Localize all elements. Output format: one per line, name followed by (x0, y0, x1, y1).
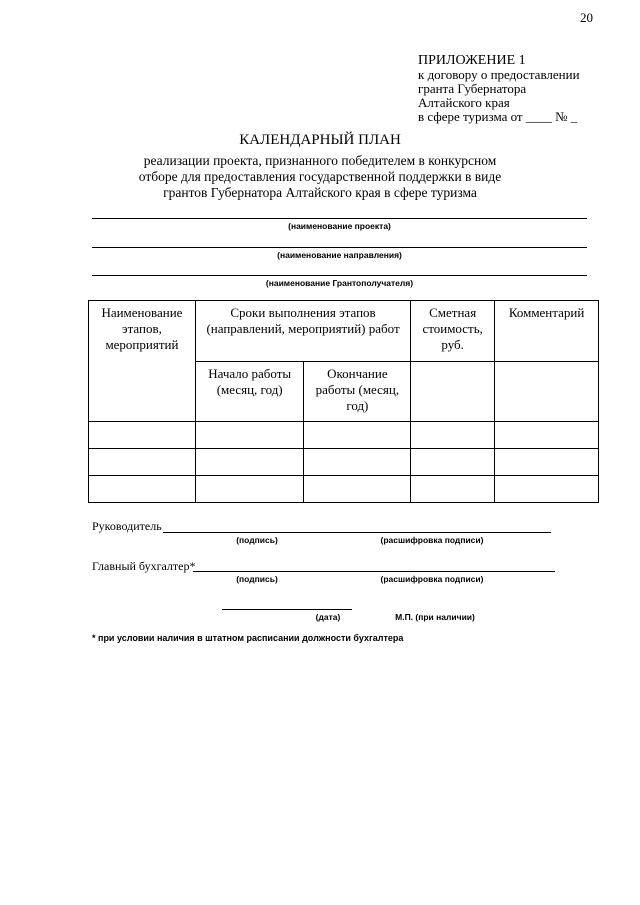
date-line[interactable] (222, 609, 352, 610)
grantee-name-caption: (наименование Грантополучателя) (265, 278, 414, 288)
table-cell[interactable] (89, 422, 196, 449)
signature-caption: (подпись) (236, 574, 278, 584)
header-stage-name: Наименование этапов, мероприятий (89, 301, 196, 422)
appendix-title: ПРИЛОЖЕНИЕ 1 (418, 53, 526, 68)
page-number: 20 (580, 10, 593, 25)
table-cell[interactable] (304, 449, 411, 476)
table-row (89, 422, 599, 449)
stamp-caption: М.П. (при наличии) (395, 612, 475, 622)
table-cell[interactable] (495, 476, 599, 503)
appendix-line: к договору о предоставлении (418, 67, 580, 82)
table-cell[interactable] (195, 449, 304, 476)
head-signature-line[interactable] (163, 532, 551, 533)
table-cell[interactable] (495, 422, 599, 449)
header-cost: Сметная стоимость, руб. (411, 301, 495, 362)
document-title: КАЛЕНДАРНЫЙ ПЛАН (239, 132, 401, 148)
table-cell[interactable] (495, 449, 599, 476)
plan-table (88, 300, 599, 503)
table-cell[interactable] (89, 476, 196, 503)
table-cell[interactable] (304, 476, 411, 503)
document-subtitle (0, 153, 640, 201)
direction-name-line[interactable] (92, 247, 587, 248)
subtitle-line: реализации проекта, признанного победителем в конкурсном (143, 153, 497, 168)
header-comment: Комментарий (495, 301, 599, 362)
empty-cell (411, 362, 495, 422)
accountant-label: Главный бухгалтер* (92, 559, 196, 573)
decoding-caption: (расшифровка подписи) (380, 574, 484, 584)
direction-name-caption: (наименование направления) (277, 250, 402, 260)
appendix-line: Алтайского края (418, 95, 510, 110)
head-label: Руководитель (92, 519, 162, 533)
table-cell[interactable] (304, 422, 411, 449)
date-caption: (дата) (315, 612, 341, 622)
table-cell[interactable] (411, 449, 495, 476)
header-end: Окончание работы (месяц, год) (304, 362, 411, 422)
project-name-caption: (наименование проекта) (288, 221, 391, 231)
header-start: Начало работы (месяц, год) (195, 362, 304, 422)
appendix-header (418, 54, 580, 124)
table-row (89, 476, 599, 503)
appendix-line: в сфере туризма от ____ № _ (418, 109, 578, 124)
table-cell[interactable] (411, 476, 495, 503)
subtitle-line: отборе для предоставления государственной поддержки в виде (138, 169, 502, 184)
project-name-line[interactable] (92, 218, 587, 219)
empty-cell (495, 362, 599, 422)
header-terms: Сроки выполнения этапов (направлений, мероприятий) работ (195, 301, 410, 362)
table-cell[interactable] (195, 476, 304, 503)
decoding-caption: (расшифровка подписи) (380, 535, 484, 545)
accountant-signature-line[interactable] (193, 571, 555, 572)
appendix-line: гранта Губернатора (418, 81, 527, 96)
table-cell[interactable] (195, 422, 304, 449)
table-row (89, 449, 599, 476)
grantee-name-line[interactable] (92, 275, 587, 276)
table-cell[interactable] (411, 422, 495, 449)
subtitle-line: грантов Губернатора Алтайского края в сфере туризма (163, 185, 477, 200)
signature-caption: (подпись) (236, 535, 278, 545)
table-cell[interactable] (89, 449, 196, 476)
footnote: * при условии наличия в штатном расписании должности бухгалтера (92, 633, 404, 643)
